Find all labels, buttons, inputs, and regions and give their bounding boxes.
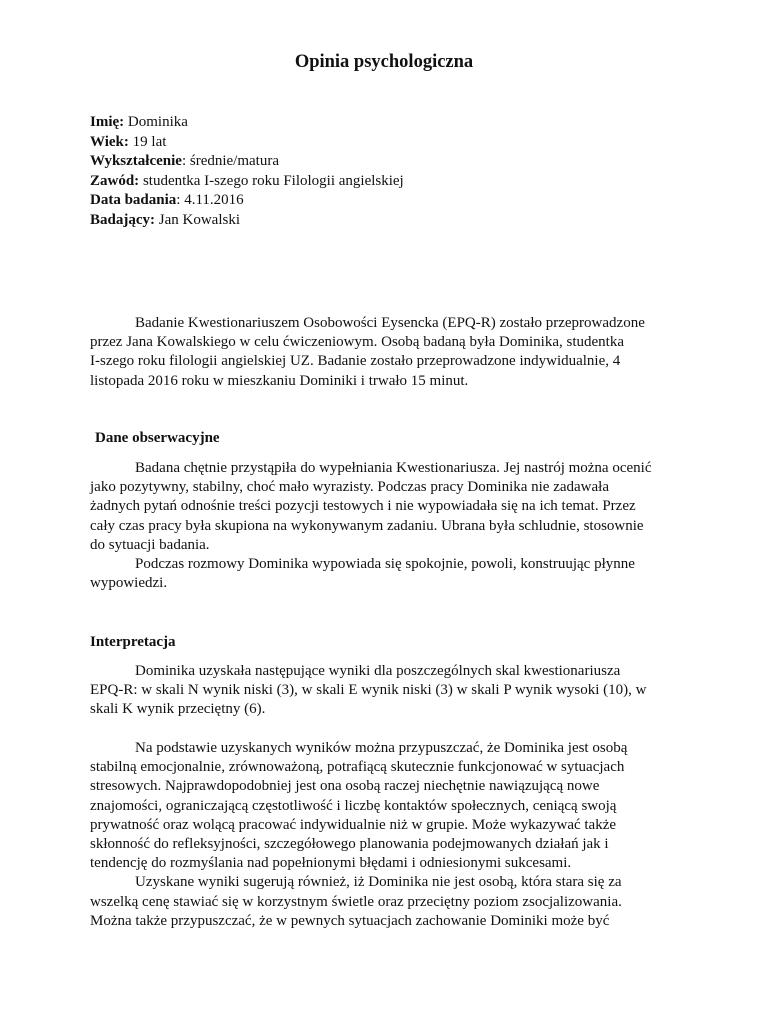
interpretation-paragraph-1 xyxy=(90,662,676,720)
meta-value: Jan Kowalski xyxy=(155,211,240,228)
text-line: EPQ-R: w skali N wynik niski (3), w skali E wynik niski (3) w skali P wynik wysoki (10), w xyxy=(90,682,647,699)
text-line: jako pozytywny, stabilny, choć mało wyrazisty. Podczas pracy Dominika nie zadawała xyxy=(90,479,610,496)
text-line: znajomości, ograniczającą częstotliwość i liczbę kontaktów społecznych, ceniącą swoją xyxy=(90,797,617,814)
meta-exam-date xyxy=(90,191,690,211)
text-line: Można także przypuszczać, że w pewnych sytuacjach zachowanie Dominiki może być xyxy=(90,912,610,929)
meta-label: Wykształcenie xyxy=(90,153,182,170)
text-line: wszelką cenę stawiać się w korzystnym świetle oraz przeciętny poziom zsocjalizowania. xyxy=(90,893,622,910)
section-heading-interpretation: Interpretacja xyxy=(90,634,176,650)
meta-label: Data badania xyxy=(90,192,177,209)
meta-examiner xyxy=(90,211,690,231)
text-line: I-szego roku filologii angielskiej UZ. Badanie zostało przeprowadzone indywidualnie, 4 xyxy=(90,353,621,370)
meta-value: : 4.11.2016 xyxy=(176,192,244,209)
text-line: przez Jana Kowalskiego w celu ćwiczeniowym. Osobą badaną była Dominika, studentka xyxy=(90,334,624,351)
meta-value: 19 lat xyxy=(128,133,167,150)
text-line: żadnych pytań odnośnie treści pozycji testowych i nie wypowiadała się na ich temat. Przez xyxy=(90,498,636,515)
text-line: do sytuacji badania. xyxy=(90,536,210,553)
text-line: Uzyskane wyniki sugerują również, iż Dominika nie jest osobą, która stara się za xyxy=(135,874,622,891)
text-line: Dominika uzyskała następujące wyniki dla poszczególnych skal kwestionariusza xyxy=(135,663,621,679)
text-line: prywatność oraz wolącą pracować indywidualnie niż w grupie. Może wykazywać także xyxy=(90,816,617,833)
intro-paragraph xyxy=(90,314,676,391)
meta-name xyxy=(90,113,690,133)
text-line: stabilną emocjonalnie, zrównoważoną, potrafiącą skutecznie funkcjonować w sytuacjach xyxy=(90,759,625,776)
text-line: tendencję do rozmyślania nad popełnionymi błędami i odniesionymi sukcesami. xyxy=(90,855,572,872)
text-line: stresowych. Najprawdopodobniej jest ona osobą raczej niechętnie nawiązującą nowe xyxy=(90,778,600,795)
observations-paragraph xyxy=(90,459,676,593)
meta-value: : średnie/matura xyxy=(181,153,279,170)
text-line: listopada 2016 roku w mieszkaniu Dominiki i trwało 15 minut. xyxy=(90,372,469,389)
meta-label: Zawód: xyxy=(90,172,140,189)
text-line: Badanie Kwestionariuszem Osobowości Eysencka (EPQ-R) zostało przeprowadzone xyxy=(135,315,645,331)
text-line: Badana chętnie przystąpiła do wypełniania Kwestionariusza. Jej nastrój można ocenić xyxy=(135,460,652,476)
text-line: skali K wynik przeciętny (6). xyxy=(90,701,266,718)
section-heading-observations: Dane obserwacyjne xyxy=(95,430,220,446)
meta-label: Imię: xyxy=(90,114,125,130)
meta-value: studentka I-szego roku Filologii angielskiej xyxy=(139,172,404,189)
meta-occupation xyxy=(90,172,690,192)
text-line: Podczas rozmowy Dominika wypowiada się spokojnie, powoli, konstruując płynne xyxy=(135,556,635,573)
text-line: cały czas pracy była skupiona na wykonywanym zadaniu. Ubrana była schludnie, stosownie xyxy=(90,517,644,534)
meta-label: Wiek: xyxy=(90,133,129,150)
meta-education xyxy=(90,152,690,172)
meta-age xyxy=(90,133,690,153)
text-line: wypowiedzi. xyxy=(90,575,168,592)
meta-value: Dominika xyxy=(124,114,188,130)
meta-label: Badający: xyxy=(90,211,155,228)
subject-details xyxy=(90,113,690,231)
text-line: skłonność do refleksyjności, szczegółowego planowania podejmowanych działań jak i xyxy=(90,836,609,853)
interpretation-paragraph-2 xyxy=(90,739,676,931)
text-line: Na podstawie uzyskanych wyników można przypuszczać, że Dominika jest osobą xyxy=(135,740,628,756)
page-title: Opinia psychologiczna xyxy=(294,52,474,72)
